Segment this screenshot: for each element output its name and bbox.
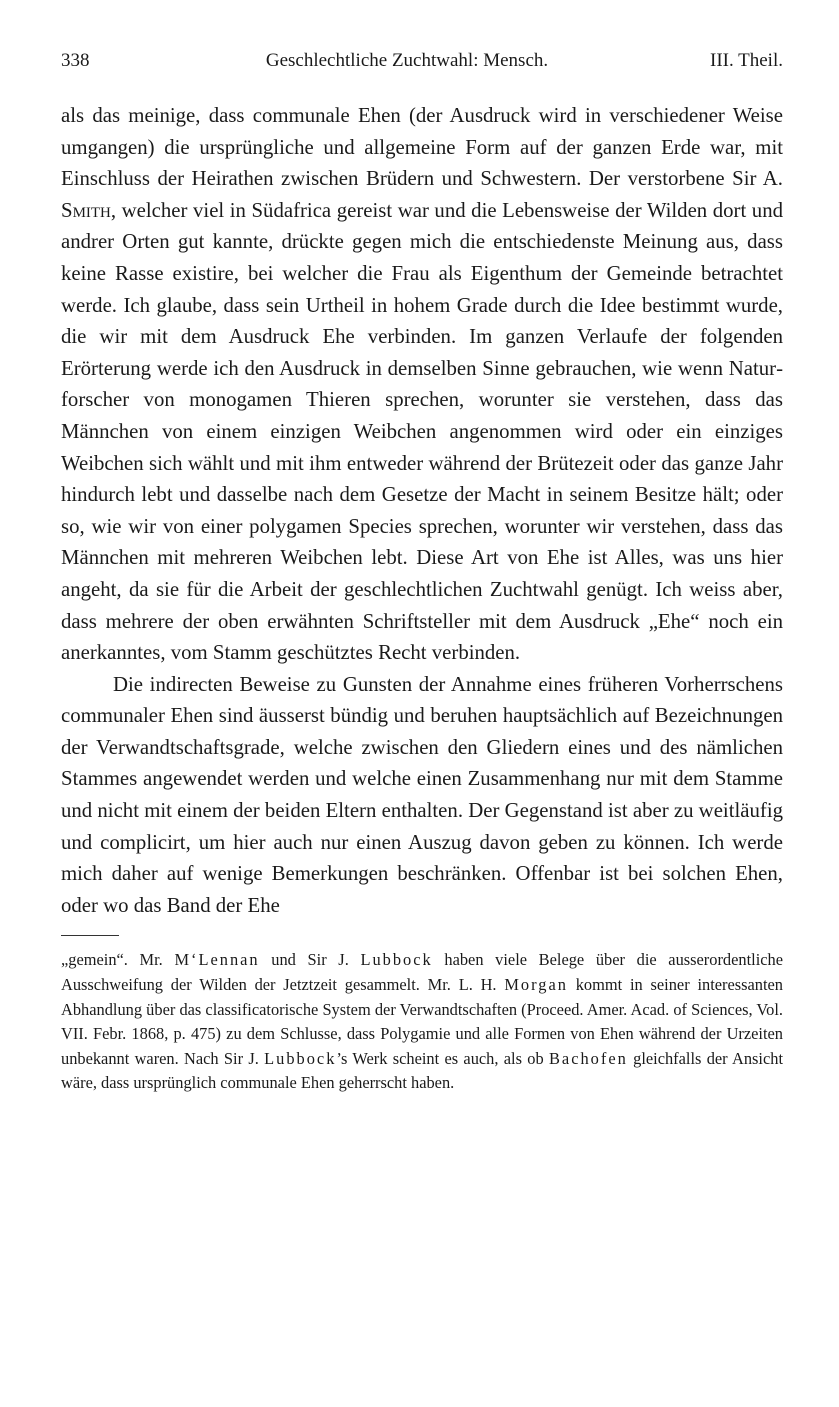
footnote-rule <box>61 935 119 936</box>
paragraph-2: Die indirecten Beweise zu Gunsten der Annahme eines früheren Vorherrschens communaler Ehen sind äusserst bündig und beruhen hauptsächlich auf Bezeichnungen der Verwandtschaftsgrade, welche zwischen den Gliedern eines und des nämlichen Stammes angewendet werden und welche einen Zusammenhang nur mit dem Stamme und nicht mit einem der beiden Eltern enthalten. Der Gegenstand ist aber zu weitläufig und complicirt, um hier auch nur einen Auszug davon geben zu können. Ich werde mich daher auf wenige Bemerkungen beschränken. Offenbar ist bei solchen Ehen, oder wo das Band der Ehe <box>61 672 783 917</box>
book-page <box>61 50 783 1096</box>
author-name-lubbock: Lubbock <box>360 950 433 970</box>
page-header <box>61 50 783 84</box>
author-name-bachofen: Bachofen <box>549 1048 628 1068</box>
part-label: III. Theil. <box>710 50 783 71</box>
author-name-lubbock: Lubbock <box>264 1048 337 1068</box>
main-text <box>61 100 783 921</box>
footnote-segment: „gemein“. Mr. <box>61 950 175 970</box>
footnote-segment: haben viele Belege über die ausserordentliche Ausschweifung der Wilden der Jetztzeit gesammelt. Mr. L. H. <box>61 950 783 995</box>
footnote-segment: ’s Werk scheint es auch, als ob <box>336 1048 549 1068</box>
author-name-morgan: Morgan <box>504 975 568 995</box>
page-number: 338 <box>61 50 90 71</box>
footnote-segment: und Sir J. <box>259 950 361 970</box>
paragraph-1-text-b: , welcher viel in Südafrica gereist war und die Lebensweise der Wilden dort und andrer Orten gut kannte, drückte gegen mich die entschiedenste Meinung aus, dass keine Rasse existire, bei welcher die Frau als Eigenthum der Gemeinde betrachtet werde. Ich glaube, dass sein Urtheil in hohem Grade durch die Idee bestimmt wurde, die wir mit dem Ausdruck Ehe verbinden. Im ganzen Verlaufe der folgenden Erörterung werde ich den Ausdruck in demselben Sinne gebrauchen, wie wenn Naturforscher von monogamen Thieren sprechen, worunter sie verstehen, dass das Männchen von einem einzigen Weibchen angenommen wird oder ein einziges Weibchen sich wählt und mit ihm entweder während der Brütezeit oder das ganze Jahr hindurch lebt und dasselbe nach dem Gesetze der Macht in seinem Besitze hält; oder so, wie wir von einer polygamen Species sprechen, worunter wir verstehen, dass das Männchen mit mehreren Weibchen lebt. Diese Art von Ehe ist Alles, was uns hier angeht, da sie für die Arbeit der geschlechtlichen Zuchtwahl genügt. Ich weiss aber, dass mehrere der oben erwähnten Schriftsteller mit dem Ausdruck „Ehe“ noch ein anerkanntes, vom Stamm geschütztes Recht verbinden. <box>61 198 783 665</box>
paragraph-1-text-a: als das meinige, dass communale Ehen (der Ausdruck wird in verschiedener Weise umgangen) die ursprüngliche und allgemeine Form auf der ganzen Erde war, mit Einschluss der Heirathen zwischen Brüdern und Schwestern. Der verstorbene Sir A. <box>61 104 783 191</box>
footnote <box>61 948 783 1096</box>
author-name-smith: Smith <box>61 198 111 222</box>
footnote-segment: kommt in seiner interessanten Abhandlung über das classificatorische System der Verwandtschaften (Proceed. Amer. Acad. of Sciences, Vol. VII. Febr. 1868, p. 475) zu dem Schlusse, dass Polygamie und alle Formen von Ehen während der Urzeiten unbekannt waren. Nach Sir J. <box>61 975 784 1068</box>
footnote-segment: gleichfalls der Ansicht wäre, dass ursprünglich communale Ehen geherrscht haben. <box>61 1048 784 1093</box>
author-name-mclennan: M‘Lennan <box>174 950 260 970</box>
running-title: Geschlechtliche Zuchtwahl: Mensch. <box>265 50 549 71</box>
footnote-text <box>61 948 783 1096</box>
paragraph-1 <box>61 100 783 669</box>
